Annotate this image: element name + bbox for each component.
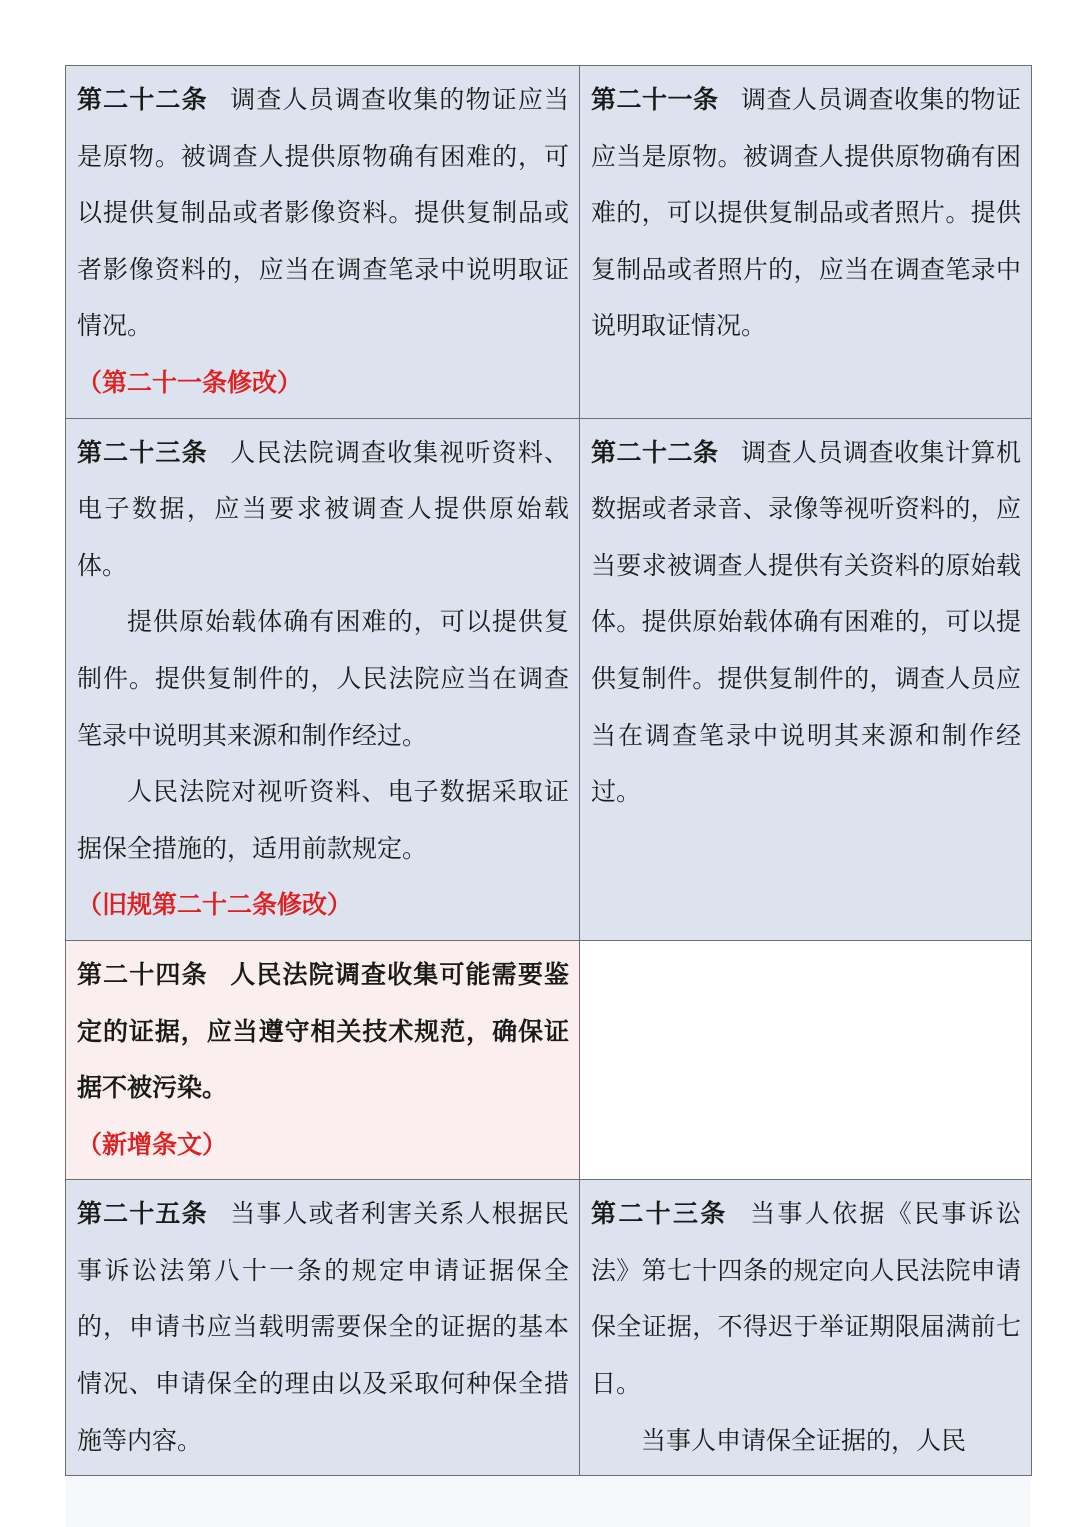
article-number: 第二十二条 (77, 85, 208, 114)
article-paragraph (77, 1186, 569, 1469)
table-row (66, 418, 1032, 940)
revision-note: （第二十一条修改） (77, 367, 303, 397)
new-rule-cell (66, 66, 580, 419)
article-paragraph (591, 425, 1021, 821)
old-rule-cell (580, 66, 1032, 419)
article-text: 调查人员调查收集的物证应当是原物。被调查人提供原物确有困难的，可以提供复制品或者影像资料。提供复制品或者影像资料的，应当在调查笔录中说明取证情况。 (77, 85, 569, 341)
article-paragraph (77, 947, 569, 1117)
new-rule-cell (66, 940, 580, 1179)
article-paragraph: 人民法院对视听资料、电子数据采取证据保全措施的，适用前款规定。 (77, 777, 569, 863)
article-text: 人民法院调查收集视听资料、电子数据，应当要求被调查人提供原始载体。 (77, 437, 569, 580)
empty-old-rule-cell (580, 940, 1032, 1179)
article-paragraph (77, 425, 569, 595)
article-paragraph: 当事人申请保全证据的，人民 (641, 1425, 967, 1455)
revision-note: （旧规第二十二条修改） (77, 890, 353, 920)
new-rule-cell (66, 1180, 580, 1476)
article-paragraph: 提供原始载体确有困难的，可以提供复制件。提供复制件的，人民法院应当在调查笔录中说明其来源和制作经过。 (77, 607, 569, 750)
article-number: 第二十一条 (591, 85, 719, 114)
article-paragraph (591, 72, 1021, 355)
table-row (66, 66, 1032, 419)
article-number: 第二十三条 (77, 437, 208, 467)
table-row (66, 940, 1032, 1179)
revision-note: （新增条文） (77, 1129, 228, 1159)
article-number: 第二十三条 (591, 1199, 728, 1229)
article-number: 第二十二条 (591, 437, 719, 467)
table-row (66, 1180, 1032, 1476)
old-rule-cell (580, 418, 1032, 940)
article-number: 第二十四条 (77, 959, 208, 989)
article-text: 调查人员调查收集计算机数据或者录音、录像等视听资料的，应当要求被调查人提供有关资料的原始载体。提供原始载体确有困难的，可以提供复制件。提供复制件的，调查人员应当在调查笔录中说明其来源和制作经过。 (591, 437, 1021, 807)
old-rule-cell (580, 1180, 1032, 1476)
new-rule-cell (66, 418, 580, 940)
comparison-table (65, 65, 1032, 1476)
article-text: 当事人或者利害关系人根据民事诉讼法第八十一条的规定申请证据保全的，申请书应当载明需要保全的证据的基本情况、申请保全的理由以及采取何种保全措施等内容。 (77, 1199, 569, 1455)
article-text: 人民法院调查收集可能需要鉴定的证据，应当遵守相关技术规范，确保证据不被污染。 (77, 959, 569, 1103)
article-number: 第二十五条 (77, 1199, 208, 1229)
article-paragraph (77, 72, 569, 355)
article-text: 调查人员调查收集的物证应当是原物。被调查人提供原物确有困难的，可以提供复制品或者照片。提供复制品或者照片的，应当在调查笔录中说明取证情况。 (591, 85, 1021, 341)
article-text: 当事人依据《民事诉讼法》第七十四条的规定向人民法院申请保全证据，不得迟于举证期限届满前七日。 (591, 1199, 1021, 1399)
article-paragraph (591, 1186, 1021, 1412)
